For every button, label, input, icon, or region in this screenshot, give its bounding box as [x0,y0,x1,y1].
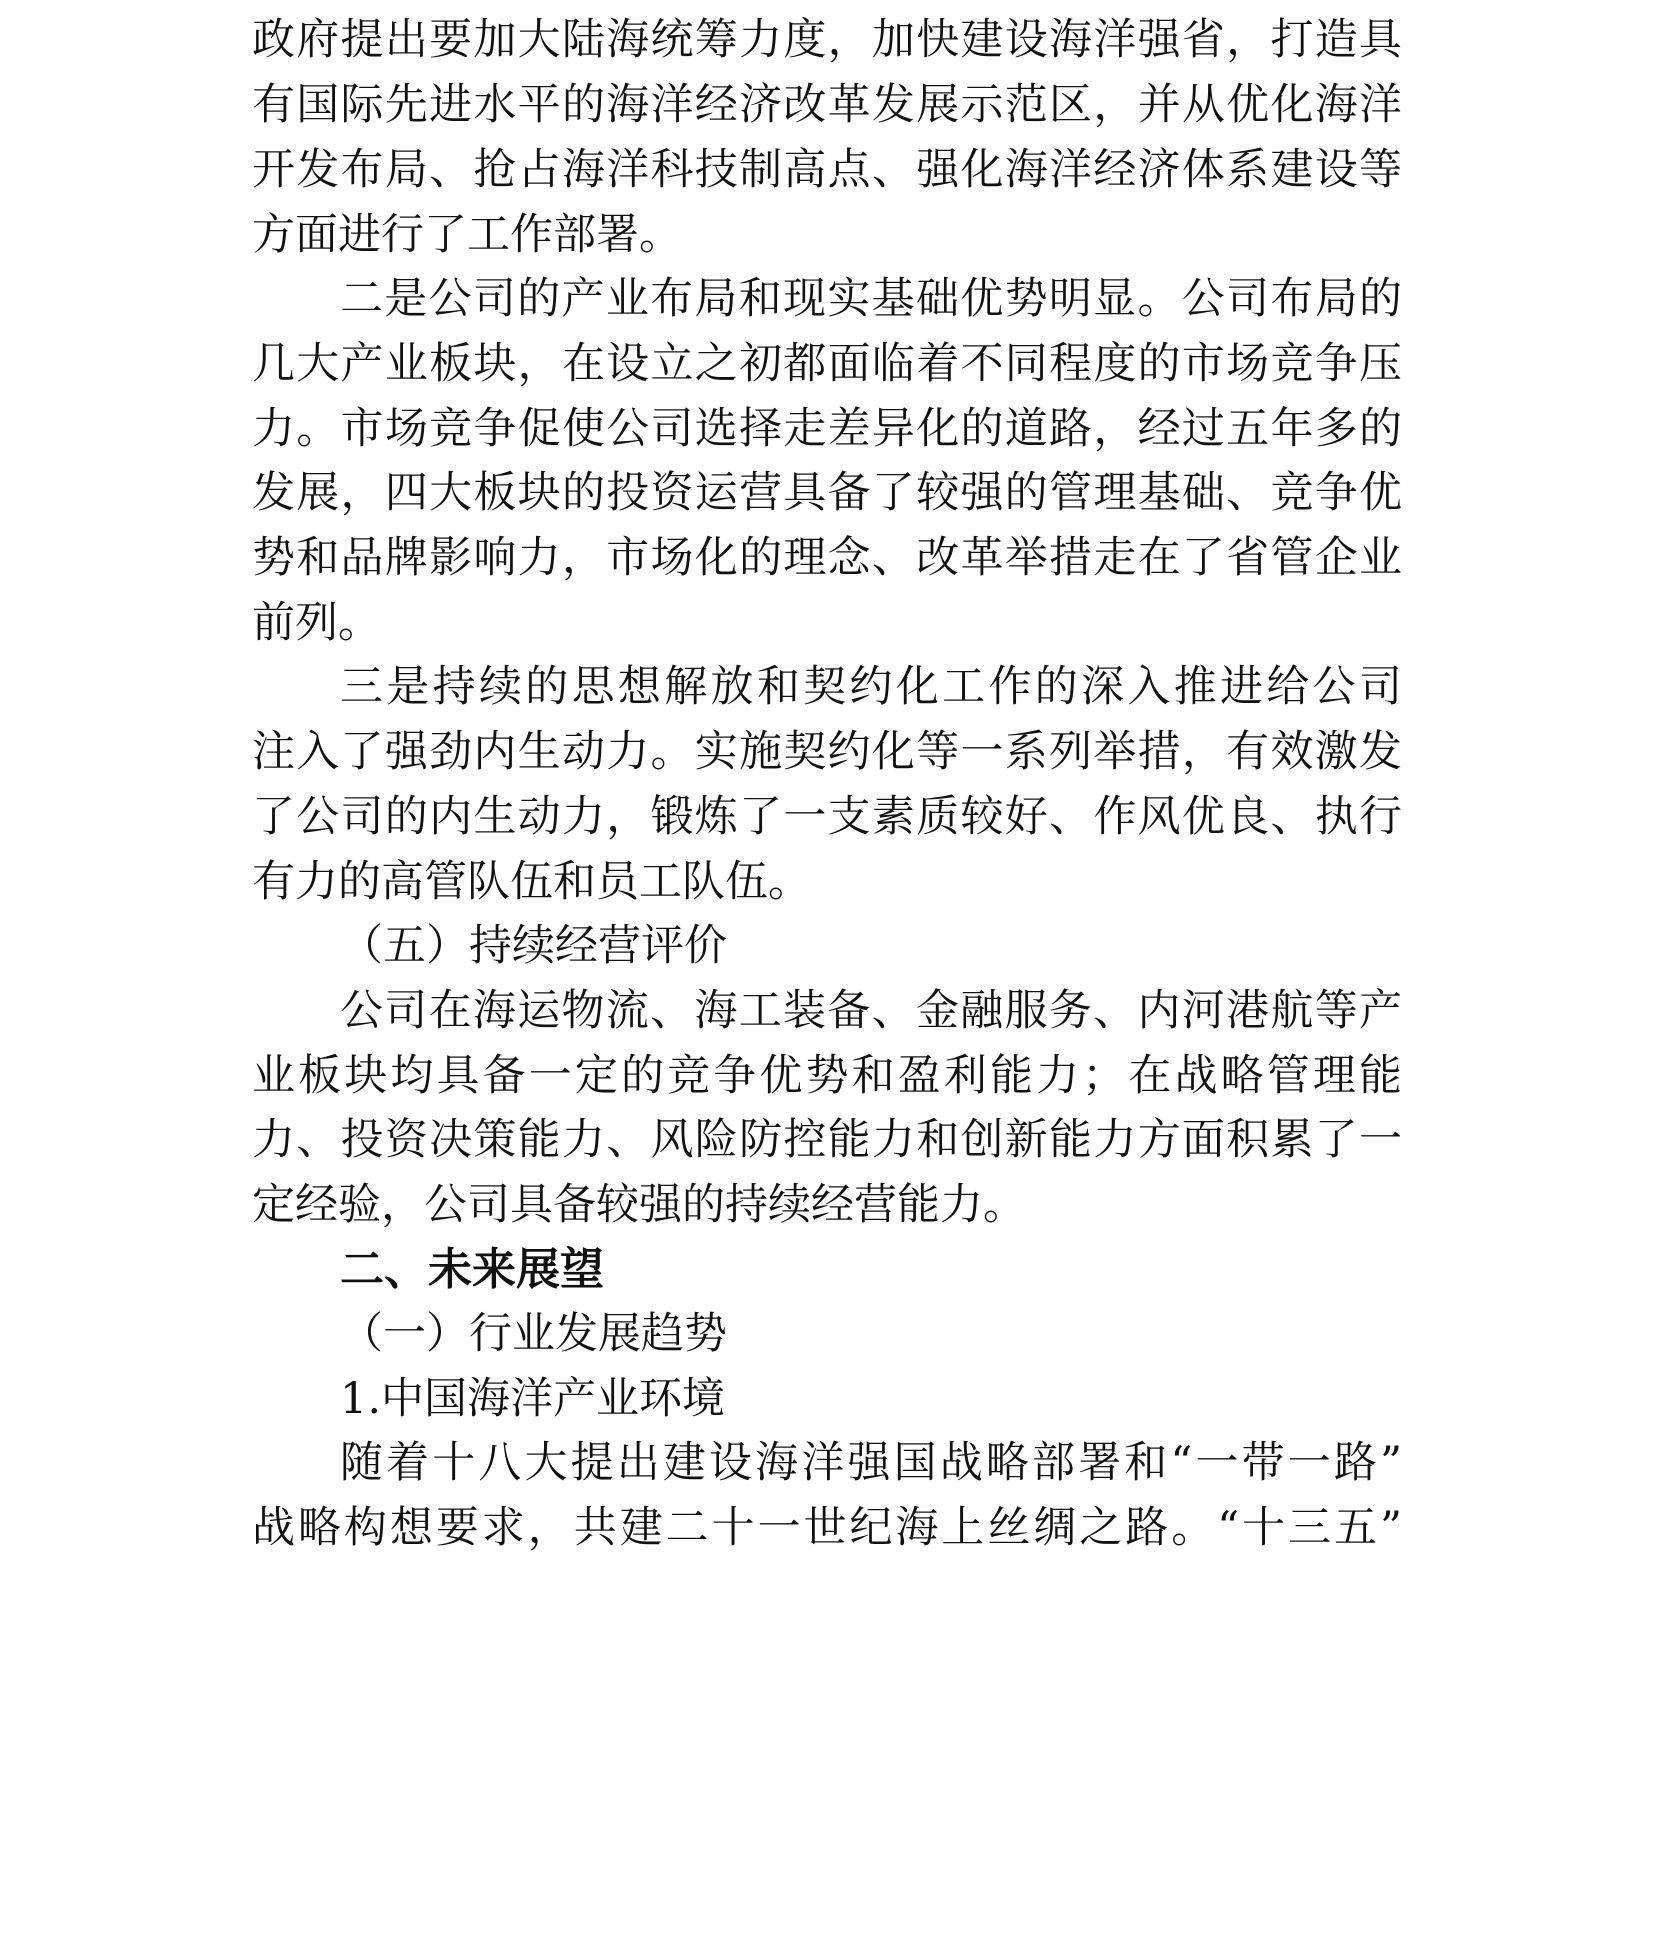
section-heading-future-outlook: 二、未来展望 [340,1244,604,1295]
subheading-industry-trends: （一）行业发展趋势 [340,1309,727,1359]
paragraph-3-line-2: 注入了强劲内生动力。实施契约化等一系列举措，有效激发 [252,727,1402,777]
paragraph-3-line-4: 有力的高管队伍和员工队伍。 [252,857,811,907]
paragraph-2-line-3: 力。市场竞争促使公司选择走差异化的道路，经过五年多的 [252,404,1402,454]
paragraph-3-line-3: 了公司的内生动力，锻炼了一支素质较好、作风优良、执行 [252,792,1402,842]
paragraph-2-line-1: 二是公司的产业布局和现实基础优势明显。公司布局的 [340,274,1402,324]
paragraph-1-line-1: 政府提出要加大陆海统筹力度，加快建设海洋强省，打造具 [252,15,1402,65]
paragraph-4-line-2: 业板块均具备一定的竞争优势和盈利能力；在战略管理能 [252,1051,1402,1101]
paragraph-3-line-1: 三是持续的思想解放和契约化工作的深入推进给公司 [340,662,1402,712]
paragraph-2-line-4: 发展，四大板块的投资运营具备了较强的管理基础、竞争优 [252,468,1402,518]
paragraph-2-line-5: 势和品牌影响力，市场化的理念、改革举措走在了省管企业 [252,533,1402,583]
paragraph-4-line-1: 公司在海运物流、海工装备、金融服务、内河港航等产 [340,986,1402,1036]
paragraph-1-line-4: 方面进行了工作部署。 [252,210,682,260]
paragraph-1-line-3: 开发布局、抢占海洋科技制高点、强化海洋经济体系建设等 [252,145,1402,195]
paragraph-1-line-2: 有国际先进水平的海洋经济改革发展示范区，并从优化海洋 [252,80,1402,130]
paragraph-5-line-1: 随着十八大提出建设海洋强国战略部署和“一带一路” [340,1438,1402,1488]
paragraph-4-line-4: 定经验，公司具备较强的持续经营能力。 [252,1180,1026,1230]
paragraph-5-line-2: 战略构想要求，共建二十一世纪海上丝绸之路。“十三五” [252,1503,1402,1553]
paragraph-2-line-2: 几大产业板块，在设立之初都面临着不同程度的市场竞争压 [252,339,1402,389]
paragraph-2-line-6: 前列。 [252,598,381,648]
subheading-continuous-operation: （五）持续经营评价 [340,921,727,971]
paragraph-4-line-3: 力、投资决策能力、风险防控能力和创新能力方面积累了一 [252,1115,1402,1165]
subsubheading-china-marine-industry: 1.中国海洋产业环境 [340,1374,726,1424]
